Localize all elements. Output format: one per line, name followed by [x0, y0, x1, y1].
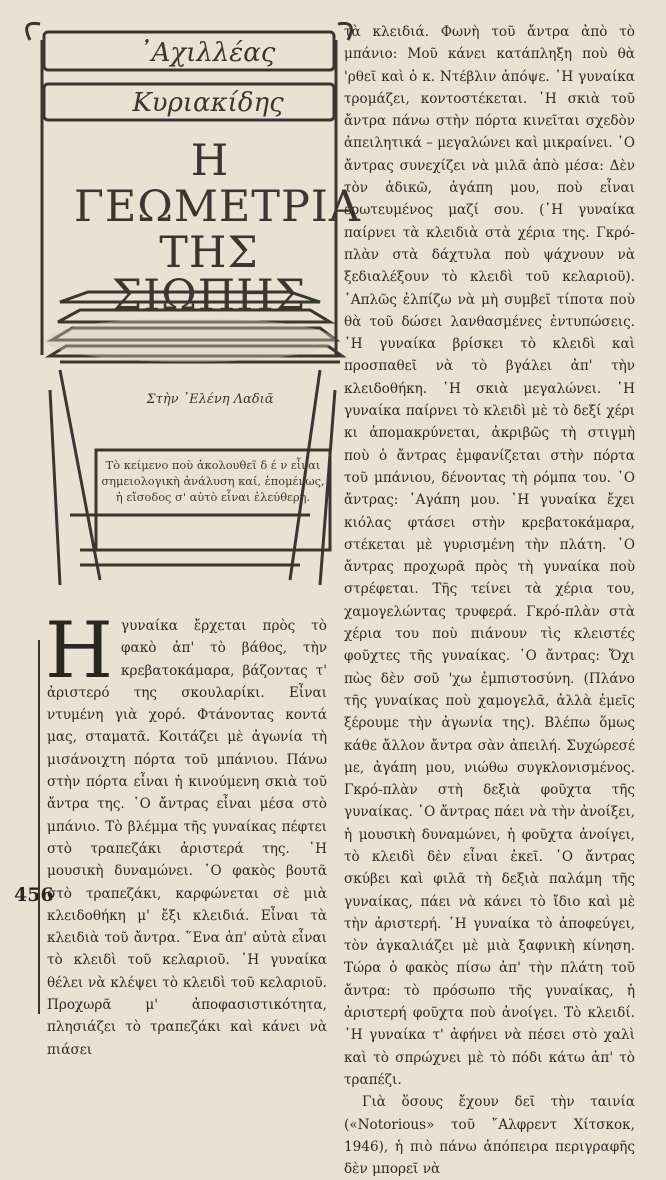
author-first-name: ᾿Αχιλλέας	[138, 38, 276, 68]
introductory-note: Τὸ κείμενο ποὺ ἀκολουθεῖ δ έ ν εἶναι σημειολογικὴ ἀνάλυση καί, ἑπομένως, ἡ εἴσοδος σ' αὐτὸ εἶναι ἐλεύθερη.	[101, 458, 325, 504]
author-last-name: Κυριακίδης	[132, 88, 284, 118]
dedication: Στὴν ᾿Ελένη Λαδιᾶ	[146, 392, 274, 407]
right-paragraph-2: Γιὰ ὅσους ἔχουν δεῖ τὴν ταινία («Notorious» τοῦ ῎Αλφρεντ Χίτσκοκ, 1946), ἡ πιὸ πάνω ἀπόπειρα περιγραφῆς δὲν μπορεῖ νὰ	[344, 1094, 635, 1178]
right-column	[344, 21, 635, 1180]
page-number: 456	[14, 884, 54, 906]
title-line-2: ΓΕΩΜΕΤΡΙΑ	[74, 182, 361, 232]
right-paragraph-1: τὰ κλειδιά. Φωνὴ τοῦ ἄντρα ἀπὸ τὸ μπάνιο: Μοῦ κάνει κατάπληξη ποὺ θὰ 'ρθεῖ καὶ ὁ κ. Ντέβλιν ἀπόψε. ῾Η γυναίκα τρομάζει, κοντοστέκεται. ῾Η σκιὰ τοῦ ἄντρα πάνω στὴν πόρτα κινεῖται σχεδὸν ἀπειλητικά – μεγαλώνει καὶ μικραίνει. ῾Ο ἄντρας συνεχίζει νὰ μιλᾶ ἀπὸ μέσα: Δὲν τὸν ἀδικῶ, ἀγάπη μου, ποὺ εἶναι ἐρωτευμένος μαζί σου. (῾Η γυναίκα παίρνει τὰ κλειδιὰ στὰ χέρια της. Γκρό-πλὰν στὰ δάχτυλα ποὺ ψάχνουν νὰ ξεδιαλέξουν τὸ κλειδὶ τοῦ κελαριοῦ). ᾿Απλῶς ἐλπίζω νὰ μὴ συμβεῖ τίποτα ποὺ θὰ τοῦ δώσει λανθασμένες ἐντυπώσεις. ῾Η γυναίκα βρίσκει τὸ κλειδὶ καὶ προσπαθεῖ νὰ τὸ βγάλει ἀπ' τὴν κλειδοθήκη. ῾Η σκιὰ μεγαλώνει. ῾Η γυναίκα παίρνει τὸ κλειδὶ μὲ τὸ δεξί χέρι κι ἀπομακρύνεται, ἀκριβῶς τὴ στιγμὴ ποὺ ὁ ἄντρας ἐμφανίζεται στὴν πόρτα τοῦ μπάνιου, δένοντας τὴ ρόμπα του. ῾Ο ἄντρας: ᾿Αγάπη μου. ῾Η γυναίκα ἔχει κιόλας φτάσει στὴν κρεβατοκάμαρα, στέκεται μὲ γυρισμένη τὴν πλάτη. ῾Ο ἄντρας προχωρᾶ πρὸς τὴ γυναίκα ποὺ στρέφεται. Τῆς τείνει τὰ χέρια του, χαμογελώντας τρυφερά. Γκρό-πλὰν στὰ χέρια του ποὺ πιάνουν τὶς κλειστές φοῦχτες τῆς γυναίκας. ῾Ο ἄντρας: Ὄχι πὼς δὲν σοῦ 'χω ἐμπιστοσύνη. (Πλάνο τῆς γυναίκας ποὺ χαμογελᾶ, ἀλλὰ ἐμεῖς ξέρουμε τὴν ἀγωνία της). Βλέπω ὅμως κάθε ἄλλον ἄντρα σὰν ἀπειλή. Συχώρεσέ με, ἀγάπη μου, νιώθω συγκλονισμένος. Γκρό-πλὰν στὴ δεξιὰ φοῦχτα τῆς γυναίκας. ῾Ο ἄντρας πάει νὰ τὴν ἀνοίξει, ἡ μουσικὴ δυναμώνει, ἡ φοῦχτα ἀνοίγει, τὸ κλειδὶ δὲν εἶναι ἐκεῖ. ῾Ο ἄντρας σκύβει καὶ φιλᾶ τὴ δεξιὰ παλάμη τῆς γυναίκας, πάει νὰ κάνει τὸ ἴδιο καὶ μὲ τὴν ἀριστερή. ῾Η γυναίκα τὸ ἀποφεύγει, τὸν ἀγκαλιάζει μὲ μιὰ ξαφνικὴ κίνηση. Τώρα ὁ φακὸς πίσω ἀπ' τὴν πλάτη τοῦ ἄντρα: τὸ πρόσωπο τῆς γυναίκας, ἡ ἀριστερή φοῦχτα ποὺ ἀνοίγει. Τὸ κλειδί. ῾Η γυναίκα τ' ἀφήνει νὰ πέσει στὸ χαλὶ καὶ τὸ σπρώχνει μὲ τὸ πόδι κάτω ἀπ' τὸ τραπέζι.	[344, 24, 635, 1088]
title-line-3: ΤΗΣ ΣΙΩΠΗΣ	[111, 228, 307, 321]
left-column-text: γυναίκα ἔρχεται πρὸς τὸ φακὸ ἀπ' τὸ βάθος, τὴν κρεβατοκάμαρα, βάζοντας τ' ἀριστερό της σκουλαρίκι. Εἶναι ντυμένη γιὰ χορό. Φτάνοντας κοντά μας, σταματᾶ. Κοιτάζει μὲ ἀγωνία τὴ μισάνοιχτη πόρτα τοῦ μπάνιου. Πάνω στὴν πόρτα εἶναι ἡ κινούμενη σκιὰ τοῦ ἄντρα της. ῾Ο ἄντρας εἶναι μέσα στὸ μπάνιο. Τὸ βλέμμα τῆς γυναίκας πέφτει στὸ τραπεζάκι ἀριστερά της. ῾Η μουσικὴ δυναμώνει. ῾Ο φακὸς βουτᾶ στὸ τραπεζάκι, καρφώνεται σὲ μιὰ κλειδοθήκη μ' ἔξι κλειδιά. Εἶναι τὰ κλειδιὰ τοῦ ἄντρα. ῞Ενα ἀπ' αὐτὰ εἶναι τὸ κλειδὶ τοῦ κελαριοῦ. ῾Η γυναίκα θέλει νὰ κλέψει τὸ κλειδὶ τοῦ κελαριοῦ. Προχωρᾶ μ' ἀποφασιστικότητα, πλησιάζει τὸ τραπεζάκι καὶ κάνει νὰ πιάσει	[47, 618, 327, 1058]
left-column	[45, 606, 327, 1061]
drop-cap: Η	[45, 606, 114, 696]
title-line-1: Η	[190, 136, 230, 186]
left-margin-rule	[38, 640, 40, 1014]
left-paragraph	[45, 606, 327, 1061]
